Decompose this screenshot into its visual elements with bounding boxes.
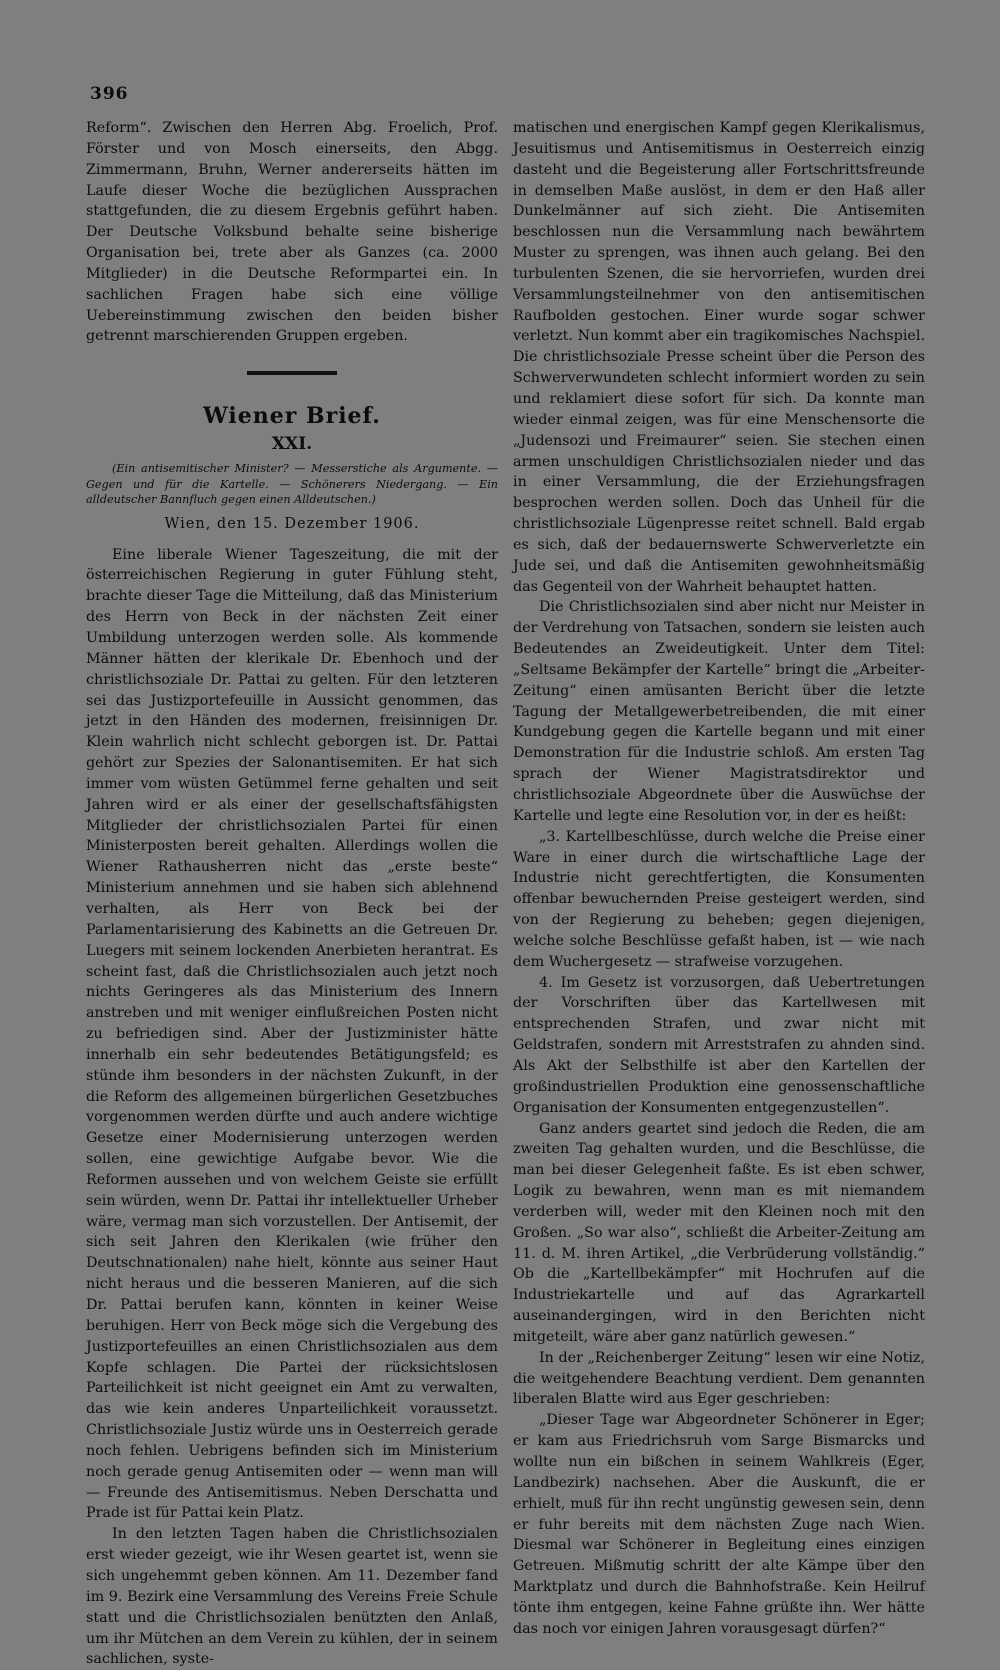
left-column [86, 118, 498, 1670]
section-divider [247, 371, 337, 375]
quoted-notice: „Dieser Tage war Abgeordneter Schönerer in Eger; er kam aus Friedrichsruh vom Sarge Bismarcks und wollte nun ein bißchen in seinem Wahlkreis (Eger, Landbezirk) nachsehen. Aber die Auskunft, die er erhielt, muß für ihn recht ungünstig gewesen sein, denn er fuhr bereits mit dem nächsten Zuge nach Wien. Diesmal war Schönerer in Begleitung eines einzigen Getreuen. Mißmutig schritt der alte Kämpe über den Marktplatz und durch die Bahnhofstraße. Kein Heilruf tönte ihm entgegen, keine Fahne grüßte ihn. Wer hätte das noch vor einigen Jahren vorausgesagt dürfen?“ [513, 1412, 925, 1637]
article-headline: Wiener Brief. [203, 403, 381, 430]
article-paragraph: Eine liberale Wiener Tageszeitung, die mit der österreichischen Regierung in guter Fühlung steht, brachte dieser Tage die Mitteilung, daß das Ministerium des Herrn von Beck in der nächsten Zeit einer Umbildung unterzogen werden solle. Als kommende Männer hätten der klerikale Dr. Ebenhoch und der christlichsoziale Dr. Pattai zu gelten. Für den letzteren sei das Justizportefeuille in Aussicht genommen, das jetzt in den Händen des modernen, freisinnigen Dr. Klein wahrlich nicht schlecht geborgen ist. Dr. Pattai gehört zur Spezies der Salonantisemiten. Er hat sich immer vom wüsten Getümmel ferne gehalten und seit Jahren wird er als einer der gesellschaftsfähigsten Mitglieder der christlichsozialen Partei für einen Ministerposten bereit gehalten. Allerdings wollen die Wiener Rathausherren nicht das „erste beste“ Ministerium annehmen und sie haben sich ablehnend verhalten, als Herr von Beck bei der Parlamentarisierung des Kabinetts an die Getreuen Dr. Luegers mit seinem lockenden Anerbieten herantrat. Es scheint fast, daß die Christlichsozialen auch jetzt noch nichts Geringeres als das Ministerium des Innern anstreben und mit weniger einflußreichen Posten nicht zu befriedigen sind. Aber der Justizminister hätte innerhalb ein sehr bedeutendes Betätigungsfeld; es stünde ihm besonders in der nächsten Zukunft, in der die Reform des allgemeinen bürgerlichen Gesetzbuches vorgenommen werden dürfte und auch andere wichtige Gesetze einer Modernisierung unterzogen werden sollen, eine gewichtige Aufgabe bevor. Wie die Reformen aussehen und von welchem Geiste sie erfüllt sein würden, wenn Dr. Pattai ihr intellektueller Urheber wäre, vermag man sich vorzustellen. Der Antisemit, der sich seit Jahren den Klerikalen (wie früher den Deutschnationalen) nahe hielt, könnte aus seiner Haut nicht heraus und die besseren Manieren, auf die sich Dr. Pattai berufen kann, könnten in keiner Weise beruhigen. Herr von Beck möge sich die Vergebung des Justizportefeuilles an einen Christlichsozialen aus dem Kopfe schlagen. Die Partei der rücksichtslosen Parteilichkeit ist nicht geeignet ein Amt zu verwalten, das wie kein anderes Unparteilichkeit voraussetzt. Christlichsoziale Justiz würde uns in Oesterreich gerade noch fehlen. Uebrigens befinden sich im Ministerium noch gerade genug Antisemiten oder — wenn man will — Freunde des Antisemitismus. Neben Derschatta und Prade ist für Pattai kein Platz. [86, 546, 498, 1522]
quoted-resolution-4: 4. Im Gesetz ist vorzusorgen, daß Uebertretungen der Vorschriften über das Kartellwesen mit entsprechenden Strafen, und zwar nicht mit Geldstrafen, sondern mit Arreststrafen zu ahnden sind. Als Akt der Selbsthilfe ist aber den Kartellen der großindustriellen Produktion eine genossenschaftliche Organisation der Konsumenten entgegenzustellen“. [513, 974, 925, 1116]
right-column [513, 118, 925, 1640]
dateline: Wien, den 15. Dezember 1906. [164, 515, 420, 532]
article-number: XXI. [271, 434, 313, 455]
page-number: 396 [90, 84, 129, 104]
article-summary: (Ein antisemitischer Minister? — Messerstiche als Argumente. — Gegen und für die Kartelle. — Schönerers Niedergang. — Ein alldeutscher Bannfluch gegen einen Alldeutschen.) [86, 462, 498, 507]
quoted-resolution-3: „3. Kartellbeschlüsse, durch welche die Preise einer Ware in einer durch die wirtschaftliche Lage der Industrie nicht gerechtfertigten, die Konsumenten offenbar bewuchernden Preise gesteigert werden, sind von der Regierung zu beheben; gegen diejenigen, welche solche Beschlüsse gefaßt haben, ist — wie nach dem Wuchergesetz — strafweise vorzugehen. [513, 828, 925, 970]
intro-paragraph: Reform“. Zwischen den Herren Abg. Froelich, Prof. Förster und von Mosch einerseits, den Abgg. Zimmermann, Bruhn, Werner andererseits hätten im Laufe dieser Woche die bezüglichen Aussprachen stattgefunden, die zu diesem Ergebnis geführt haben. Der Deutsche Volksbund behalte seine bisherige Organisation bei, trete aber als Ganzes (ca. 2000 Mitglieder) in die Deutsche Reformpartei ein. In sachlichen Fragen habe sich eine völlige Uebereinstimmung zwischen den beiden bisher getrennt marschierenden Gruppen ergeben. [86, 120, 498, 345]
article-paragraph: Ganz anders geartet sind jedoch die Reden, die am zweiten Tag gehalten wurden, und die Beschlüsse, die man bei dieser Gelegenheit faßte. Es ist eben schwer, Logik zu bewahren, wenn man es mit niemandem verderben will, weder mit den Kleinen noch mit den Großen. „So war also“, schließt die Arbeiter-Zeitung am 11. d. M. ihren Artikel, „die Verbrüderung vollständig.“ Ob die „Kartellbekämpfer“ mit Hochrufen auf die Industriekartelle und auf das Agrarkartell auseinandergingen, wird in den Berichten nicht mitgeteilt, wäre aber ganz natürlich gewesen.“ [513, 1120, 925, 1345]
article-paragraph: Die Christlichsozialen sind aber nicht nur Meister in der Verdrehung von Tatsachen, sondern sie leisten auch Bedeutendes an Zweideutigkeit. Unter dem Titel: „Seltsame Bekämpfer der Kartelle“ bringt die „Arbeiter-Zeitung“ einen amüsanten Bericht über die letzte Tagung der Metallgewerbetreibenden, die mit einer Kundgebung gegen die Kartelle begann und mit einer Demonstration für die Industrie schloß. Am ersten Tag sprach der Wiener Magistratsdirektor und christlichsoziale Abgeordnete über die Auswüchse der Kartelle und legte eine Resolution vor, in der es heißt: [513, 599, 925, 824]
article-paragraph: In der „Reichenberger Zeitung“ lesen wir eine Notiz, die weitgehendere Beachtung verdient. Dem genannten liberalen Blatte wird aus Eger geschrieben: [513, 1349, 925, 1408]
article-paragraph: matischen und energischen Kampf gegen Klerikalismus, Jesuitismus und Antisemitismus in Oesterreich einzig dasteht und die Begeisterung aller Fortschrittsfreunde in demselben Maße auslöst, in dem er den Haß aller Dunkelmänner auf sich zieht. Die Antisemiten beschlossen nun die Versammlung nach bewährtem Muster zu sprengen, was ihnen auch gelang. Bei den turbulenten Szenen, die sie hervorriefen, wurden drei Versammlungsteilnehmer von den antisemitischen Raufbolden gestochen. Einer wurde sogar schwer verletzt. Nun kommt aber ein tragikomisches Nachspiel. Die christlichsoziale Presse scheint über die Person des Schwerverwundeten schlecht informiert worden zu sein und reklamiert diese sofort für sich. Da konnte man wieder einmal zeigen, was für eine Menschensorte die „Judensozi und Freimaurer“ seien. Sie stechen einen armen unschuldigen Christlichsozialen nieder und das in einer Versammlung, die der Erziehungsfragen besprochen werden sollen. Doch das Unheil für die christlichsoziale Lügenpresse reitet schnell. Bald ergab es sich, daß der bedauernswerte Schwerverletzte ein Jude sei, und daß die Antisemiten gewohnheitsmäßig das Gegenteil von der Wahrheit behauptet hatten. [513, 120, 925, 595]
article-paragraph: In den letzten Tagen haben die Christlichsozialen erst wieder gezeigt, wie ihr Wesen geartet ist, wenn sie sich ungehemmt geben können. Am 11. Dezember fand im 9. Bezirk eine Versammlung des Vereins Freie Schule statt und die Christlichsozialen benützten den Anlaß, um ihr Mütchen an dem Verein zu kühlen, der in seinem sachlichen, syste- [86, 1526, 498, 1668]
